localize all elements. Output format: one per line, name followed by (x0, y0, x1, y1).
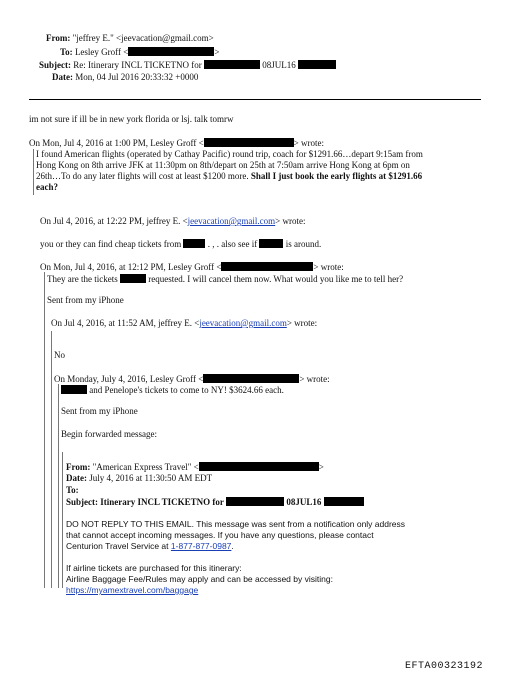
quote1-intro: On Mon, Jul 4, 2016 at 1:00 PM, Lesley Groff < > wrote: (29, 138, 324, 148)
body-line: im not sure if ill be in new york florida or lsj. talk tomrw (29, 114, 234, 124)
quote5-fwd: Begin forwarded message: (61, 429, 157, 439)
quote2-text: you or they can find cheap tickets from . , . also see if is around. (40, 239, 322, 249)
quote-bar (51, 331, 52, 588)
baggage-link[interactable]: https://myamextravel.com/baggage (66, 585, 199, 595)
from-name: "jeffrey E." < (72, 33, 122, 43)
notice-line2: that cannot accept incoming messages. If you have any questions, please contact (66, 530, 374, 540)
redaction-block (120, 274, 146, 283)
fwd-subject: Subject: Itinerary INCL TICKETNO for 08JUL16 (66, 497, 364, 507)
quote3-intro: On Mon, Jul 4, 2016, at 12:12 PM, Lesley Groff < > wrote: (40, 262, 344, 272)
quote-bar (44, 272, 45, 588)
redaction-block (324, 497, 364, 506)
quote-bar (62, 452, 63, 588)
header-from: From: "jeffrey E." <jeevacation@gmail.com> (46, 33, 214, 43)
from-email[interactable]: jeevacation@gmail.com (121, 33, 209, 43)
phone-link[interactable]: 1-877-877-0987 (170, 541, 232, 551)
to-value: Lesley Groff < (74, 47, 129, 57)
quote2-intro: On Jul 4, 2016, at 12:22 PM, jeffrey E. <jeevacation@gmail.com> wrote: (40, 216, 306, 226)
quote1-line1: I found American flights (operated by Cathay Pacific) round trip, coach for $1291.66…depart 9:15am from (36, 149, 423, 159)
notice-line5: Airline Baggage Fee/Rules may apply and can be accessed by visiting: (66, 574, 333, 584)
quote4-text: No (54, 350, 65, 360)
redaction-block (203, 374, 299, 383)
fwd-date: Date: July 4, 2016 at 11:30:50 AM EDT (66, 473, 213, 483)
redaction-block (61, 385, 87, 394)
quote3-text: They are the tickets requested. I will cancel them now. What would you like me to tell her? (47, 274, 404, 284)
date-value: Mon, 04 Jul 2016 20:33:32 +0000 (75, 72, 199, 82)
redaction-block (183, 239, 205, 248)
header-subject (39, 60, 336, 70)
quote1-line3: 26th…To do any later flights will cost at least $1200 more. Shall I just book the early flights at $1291.66 (36, 171, 423, 181)
quote3-sent: Sent from my iPhone (47, 295, 124, 305)
from-label: From: (46, 33, 71, 43)
quote1-line4: each? (36, 182, 58, 192)
header-to: To: Lesley Groff < > (60, 47, 220, 57)
quote-bar (33, 149, 34, 195)
header-divider (29, 99, 481, 100)
header-date (52, 73, 198, 82)
email-link[interactable]: jeevacation@gmail.com (199, 318, 287, 328)
redaction-block (298, 60, 336, 69)
notice-line4: If airline tickets are purchased for this itinerary: (66, 563, 242, 573)
redaction-block (128, 47, 214, 56)
to-label: To: (60, 47, 73, 57)
redaction-block (199, 462, 319, 471)
notice-line3: Centurion Travel Service at 1-877-877-0987. (66, 541, 234, 551)
redaction-block (259, 239, 283, 248)
redaction-block (204, 60, 260, 69)
redaction-block (226, 497, 284, 506)
redaction-block (221, 262, 313, 271)
email-link[interactable]: jeevacation@gmail.com (187, 216, 276, 226)
subject-suffix: 08JUL16 (262, 60, 296, 70)
quote-bar (58, 384, 59, 588)
subject-value: Re: Itinerary INCL TICKETNO for (73, 60, 202, 70)
fwd-from: From: "American Express Travel" < > (66, 462, 324, 472)
date-label: Date: (52, 72, 73, 82)
quote1-line2: Hong Kong on 8th arrive JFK at 11:30pm on 8th/depart on 25th at 7:50am arrive Hong Kong at 6pm on (36, 160, 410, 170)
quote5-intro: On Monday, July 4, 2016, Lesley Groff < > wrote: (54, 374, 330, 384)
quote5-text: and Penelope's tickets to come to NY! $3624.66 each. (61, 385, 284, 395)
subject-label: Subject: (39, 60, 71, 70)
quote5-sent: Sent from my iPhone (61, 406, 138, 416)
fwd-to: To: (66, 485, 79, 495)
redaction-block (204, 138, 294, 147)
notice-line1: DO NOT REPLY TO THIS EMAIL. This message was sent from a notification only address (66, 519, 406, 529)
quote4-intro: On Jul 4, 2016, at 11:52 AM, jeffrey E. <jeevacation@gmail.com> wrote: (51, 318, 318, 328)
document-id: EFTA00323192 (405, 661, 484, 672)
